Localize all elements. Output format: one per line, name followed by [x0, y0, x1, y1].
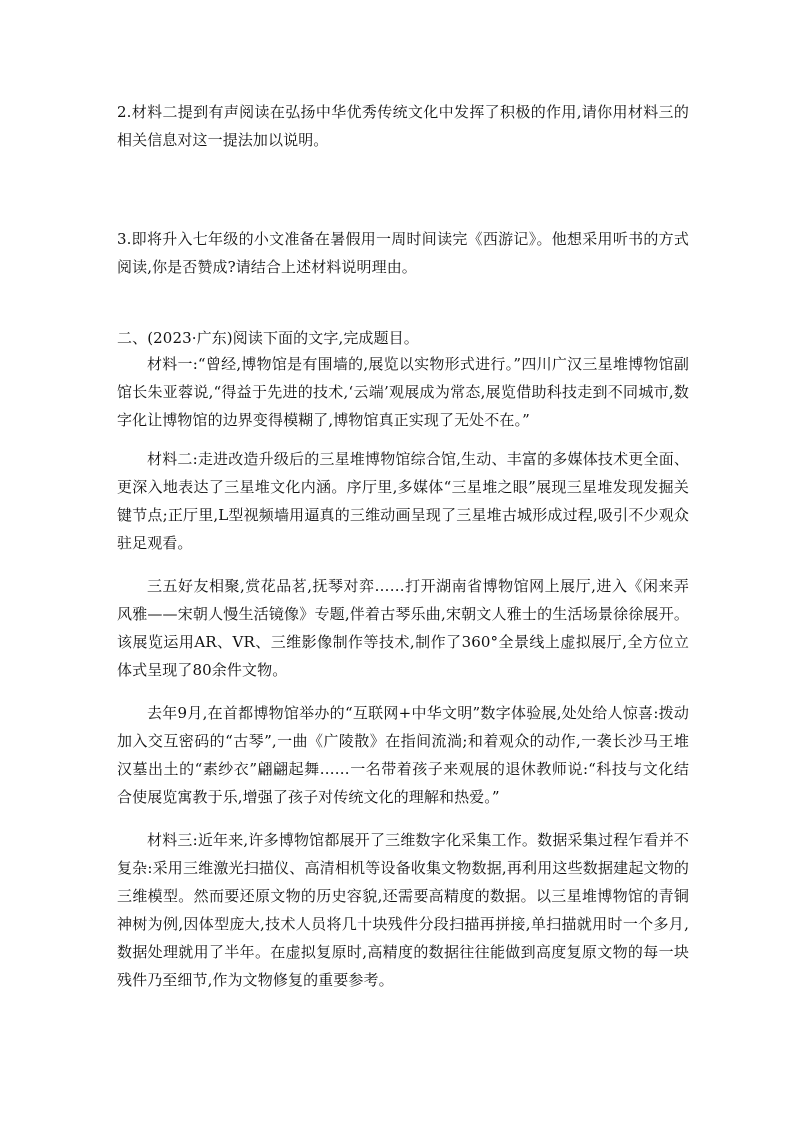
material-3: 材料三:近年来,许多博物馆都展开了三维数字化采集工作。数据采集过程乍看并不复杂:采用三维激光扫描仪、高清相机等设备收集文物数据,再利用这些数据建起文物的三维模型。然而要还原文物的历史容貌,还需要高精度的数据。以三星堆博物馆的青铜神树为例,因体型庞大,技术人员将几十块残件分段扫描再拼接,单扫描就用时一个多月,数据处理就用了半年。在虚拟复原时,高精度的数据往往能做到高度复原文物的每一块残件乃至细节,作为文物修复的重要参考。: [117, 831, 689, 989]
material-1: 材料一:“曾经,博物馆是有围墙的,展览以实物形式进行。”四川广汉三星堆博物馆副馆长朱亚蓉说,“得益于先进的技术,‘云端’观展成为常态,展览借助科技走到不同城市,数字化让博物馆的边界变得模糊了,博物馆真正实现了无处不在。”: [117, 355, 689, 429]
question-2: 2.材料二提到有声阅读在弘扬中华优秀传统文化中发挥了积极的作用,请你用材料三的相关信息对这一提法加以说明。: [117, 103, 689, 149]
material-2-paragraph-2: 三五好友相聚,赏花品茗,抚琴对弈……打开湖南省博物馆网上展厅,进入《闲来弄风雅——宋朝人慢生活镜像》专题,伴着古琴乐曲,宋朝文人雅士的生活场景徐徐展开。该展览运用AR、VR、三维影像制作等技术,制作了360°全景线上虚拟展厅,全方位立体式呈现了80余件文物。: [117, 577, 689, 679]
material-2-paragraph-1: 材料二:走进改造升级后的三星堆博物馆综合馆,生动、丰富的多媒体技术更全面、更深入地表达了三星堆文化内涵。序厅里,多媒体“三星堆之眼”展现三星堆发现发掘关键节点;正厅里,L型视频墙用逼真的三维动画呈现了三星堆古城形成过程,吸引不少观众驻足观看。: [117, 450, 689, 552]
material-2-paragraph-3: 去年9月,在首都博物馆举办的“互联网+中华文明”数字体验展,处处给人惊喜:拨动加入交互密码的“古琴”,一曲《广陵散》在指间流淌;和着观众的动作,一袭长沙马王堆汉墓出土的“素纱衣”翩翩起舞……一名带着孩子来观展的退休教师说:“科技与文化结合使展览寓教于乐,增强了孩子对传统文化的理解和热爱。”: [117, 704, 689, 806]
question-3: 3.即将升入七年级的小文准备在暑假用一周时间读完《西游记》。他想采用听书的方式阅读,你是否赞成?请结合上述材料说明理由。: [117, 230, 689, 276]
section-heading: 二、(2023·广东)阅读下面的文字,完成题目。: [117, 329, 419, 347]
